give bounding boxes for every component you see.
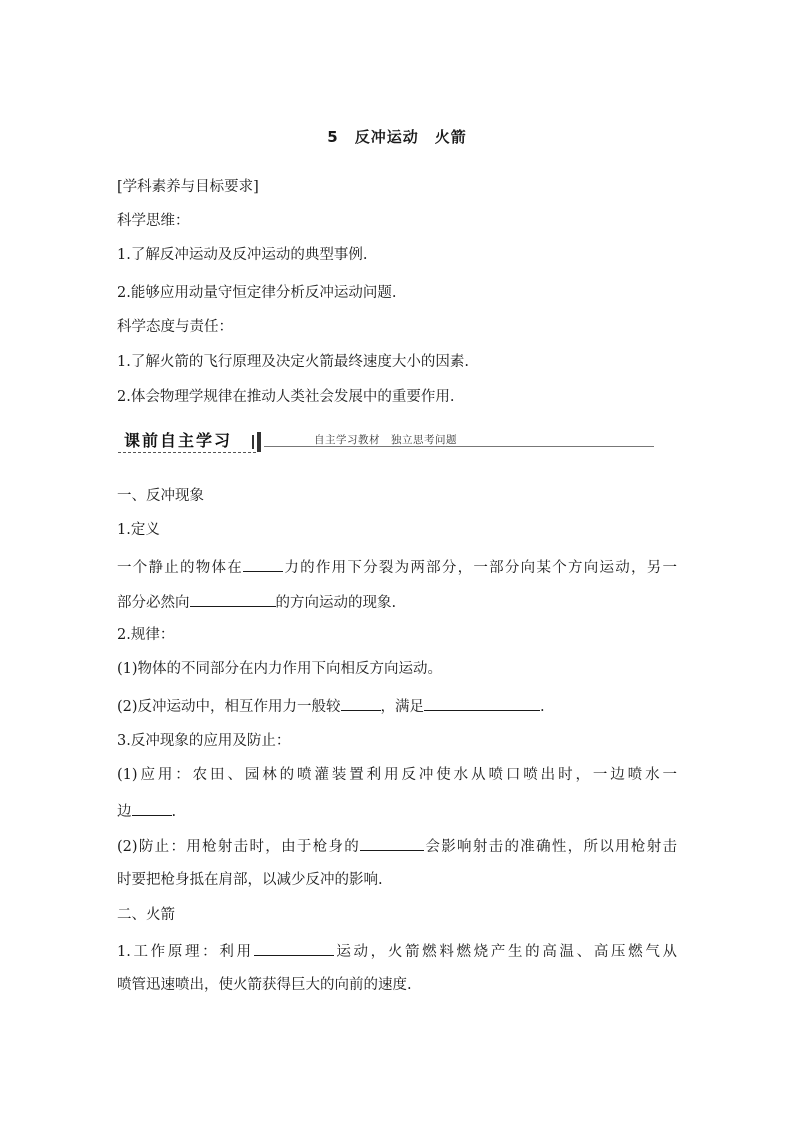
answer-blank[interactable] xyxy=(341,696,381,711)
thinking-item-2: 2.能够应用动量守恒定律分析反冲运动问题. xyxy=(117,285,397,301)
law-heading: 2.规律： xyxy=(117,627,175,643)
answer-blank[interactable] xyxy=(132,801,172,816)
principle-line-2: 喷管迅速喷出，使火箭获得巨大的向前的速度. xyxy=(117,977,412,993)
thinking-item-1: 1.了解反冲运动及反冲运动的典型事例. xyxy=(117,247,368,263)
answer-blank[interactable] xyxy=(424,696,540,711)
law2-text-c: . xyxy=(540,699,545,715)
answer-blank[interactable] xyxy=(243,557,283,572)
answer-blank[interactable] xyxy=(190,592,276,607)
answer-blank[interactable] xyxy=(360,836,424,851)
banner-label: 课前自主学习 xyxy=(124,431,233,450)
answer-blank[interactable] xyxy=(254,941,334,956)
definition-line-2 xyxy=(117,592,396,612)
banner-divider xyxy=(257,432,261,452)
app1-text-b: . xyxy=(171,804,177,820)
banner-divider-thin xyxy=(252,435,254,449)
principle-line-1 xyxy=(117,941,677,961)
attitude-item-1: 1.了解火箭的飞行原理及决定火箭最终速度大小的因素. xyxy=(117,354,469,370)
law-item-2 xyxy=(117,696,545,716)
application-1-line-1: (1)应用：农田、园林的喷灌装置利用反冲使水从喷口喷出时，一边喷水一 xyxy=(117,767,677,783)
banner-dashed-underline xyxy=(118,452,256,453)
principle-text-b: 运动，火箭燃料燃烧产生的高温、高压燃气从 xyxy=(333,944,677,960)
def-text-c: 部分必然向 xyxy=(117,595,190,611)
section2-heading: 二、火箭 xyxy=(117,907,175,923)
application-2-line-2: 时要把枪身抵在肩部，以减少反冲的影响. xyxy=(117,872,383,888)
def-text-b: 力的作用下分裂为两部分，一部分向某个方向运动，另一 xyxy=(283,560,677,576)
attitude-item-2: 2.体会物理学规律在推动人类社会发展中的重要作用. xyxy=(117,389,455,405)
page-title: 5 反冲运动 火箭 xyxy=(327,128,467,146)
goals-header: [学科素养与目标要求] xyxy=(117,179,259,195)
application-1-line-2 xyxy=(117,801,176,821)
section1-heading: 一、反冲现象 xyxy=(117,488,204,504)
law-item-1: (1)物体的不同部分在内力作用下向相反方向运动。 xyxy=(117,661,443,677)
def-text-a: 一个静止的物体在 xyxy=(117,560,244,576)
law2-text-a: (2)反冲运动中，相互作用力一般较 xyxy=(117,699,341,715)
app1-text-a: 边 xyxy=(117,804,132,820)
app2-text-b: 会影响射击的准确性，所以用枪射击 xyxy=(424,839,678,855)
app2-text-a: (2)防止：用枪射击时，由于枪身的 xyxy=(117,839,361,855)
banner-subtitle: 自主学习教材 独立思考问题 xyxy=(314,434,457,446)
law2-text-b: ，满足 xyxy=(380,699,425,715)
thinking-label: 科学思维： xyxy=(117,213,190,229)
application-2-line-1 xyxy=(117,836,677,856)
principle-text-a: 1.工作原理：利用 xyxy=(117,944,254,960)
attitude-label: 科学态度与责任： xyxy=(117,319,233,335)
definition-line-1 xyxy=(117,557,677,577)
def-text-d: 的方向运动的现象. xyxy=(275,595,397,611)
application-heading: 3.反冲现象的应用及防止： xyxy=(117,733,291,749)
section-banner xyxy=(118,430,654,456)
definition-heading: 1.定义 xyxy=(117,522,160,538)
